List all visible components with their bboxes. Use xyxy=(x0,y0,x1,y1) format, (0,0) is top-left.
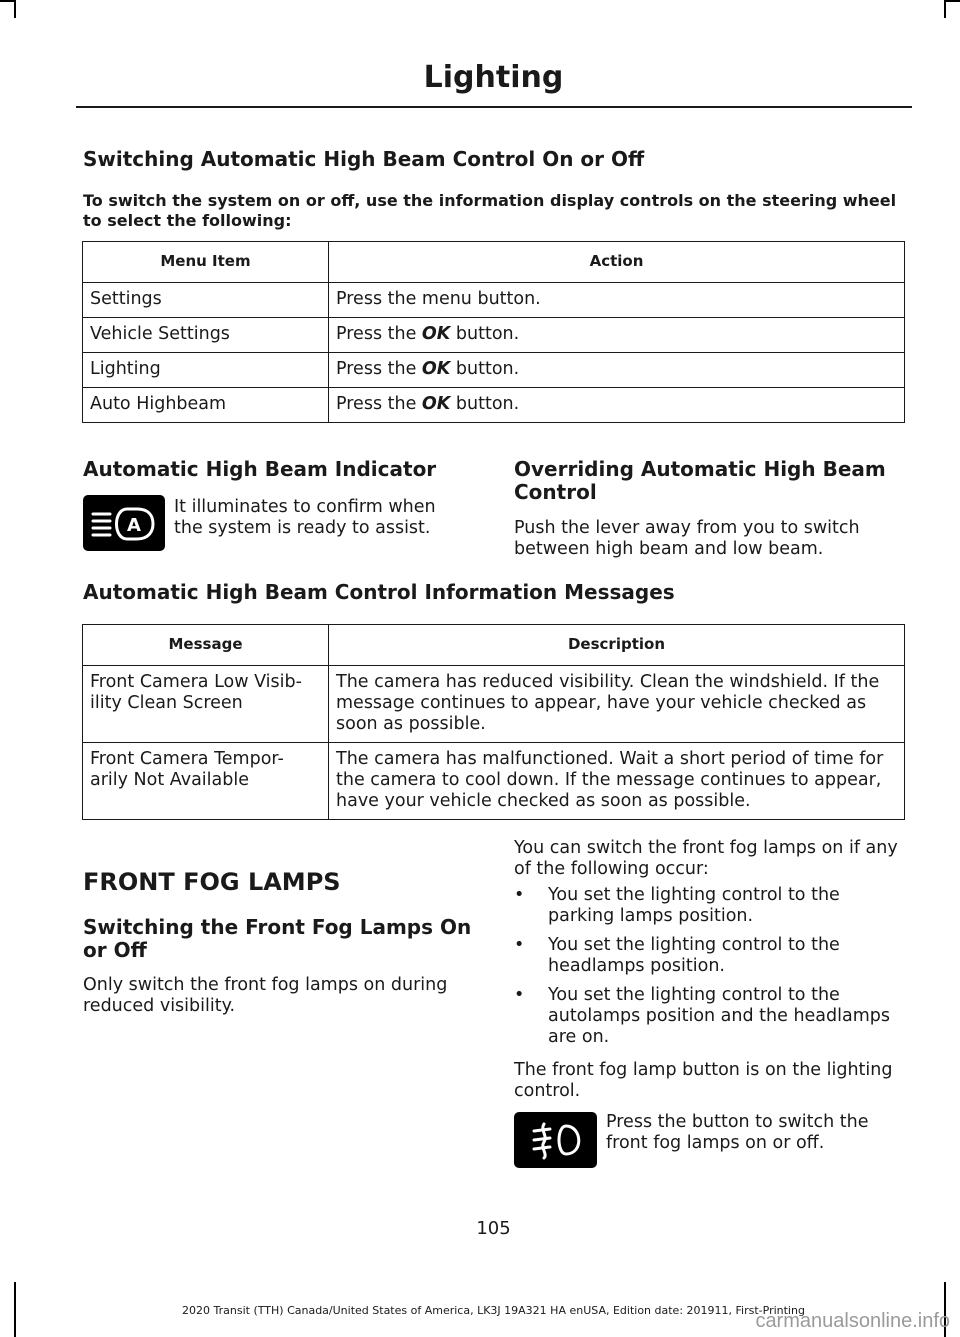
table-cell-message: Front Camera Low Visib-ility Clean Screen xyxy=(83,666,329,743)
front-fog-lamp-icon xyxy=(514,1112,597,1168)
section-heading-auto-high-beam-switch: Switching Automatic High Beam Control On or Off xyxy=(83,147,645,171)
table-cell-item: Vehicle Settings xyxy=(83,318,329,353)
fog-text: Only switch the front fog lamps on during reduced visibility. xyxy=(83,975,448,1016)
list-item xyxy=(514,885,909,927)
table-cell-item: Auto Highbeam xyxy=(83,388,329,423)
action-text: Press the xyxy=(336,394,422,414)
fog-subheading: Switching the Front Fog Lamps On or Off xyxy=(83,915,472,962)
table-row xyxy=(83,666,905,743)
footer-text: 2020 Transit (TTH) Canada/United States of America, LK3J 19A321 HA enUSA, Edition date: 201911, First-Printing xyxy=(182,1304,805,1317)
table-cell-item: Settings xyxy=(83,283,329,318)
override-heading: Overriding Automatic High Beam Control xyxy=(514,457,886,504)
table-cell-action xyxy=(329,388,905,423)
svg-text:A: A xyxy=(127,515,141,536)
table-header-cell: Menu Item xyxy=(83,242,329,283)
list-item xyxy=(514,985,909,1048)
fog-button-text: Press the button to switch the front fog lamps on or off. xyxy=(606,1112,869,1153)
crop-mark xyxy=(14,0,16,18)
watermark: carmanualsonline.info xyxy=(755,1310,950,1332)
indicator-heading: Automatic High Beam Indicator xyxy=(83,457,437,481)
action-text: button. xyxy=(450,324,520,344)
table-row xyxy=(83,353,905,388)
ok-label: OK xyxy=(421,324,451,344)
override-text: Push the lever away from you to switch between high beam and low beam. xyxy=(514,518,860,559)
fog-title: FRONT FOG LAMPS xyxy=(83,868,341,896)
fog-conditions-list xyxy=(514,885,909,1056)
section-intro: To switch the system on or off, use the information display controls on the steering wheel to select the following: xyxy=(83,191,897,230)
header-divider xyxy=(76,106,912,108)
table-row xyxy=(83,388,905,423)
ok-label: OK xyxy=(421,394,451,414)
list-item-text: You set the lighting control to the headlamps position. xyxy=(548,935,840,976)
bullet: • xyxy=(514,885,525,905)
table-row xyxy=(83,743,905,820)
table-header-cell: Description xyxy=(329,625,905,666)
table-cell-item: Lighting xyxy=(83,353,329,388)
table-cell-description: The camera has reduced visibility. Clean the windshield. If the message continues to appear, have your vehicle checked as soon as possible. xyxy=(329,666,905,743)
crop-mark xyxy=(944,0,960,2)
action-text: button. xyxy=(450,359,520,379)
table-row xyxy=(83,318,905,353)
menu-table xyxy=(82,241,905,423)
table-header-cell: Message xyxy=(83,625,329,666)
page-number: 105 xyxy=(476,1218,511,1239)
bullet: • xyxy=(514,935,525,955)
table-cell-message: Front Camera Tempor-arily Not Available xyxy=(83,743,329,820)
crop-mark xyxy=(944,0,946,18)
table-cell-action xyxy=(329,353,905,388)
table-cell-action xyxy=(329,318,905,353)
bullet: • xyxy=(514,985,525,1005)
ok-label: OK xyxy=(421,359,451,379)
auto-high-beam-icon xyxy=(83,495,165,551)
fog-button-location: The front fog lamp button is on the lighting control. xyxy=(514,1060,893,1101)
table-header-row xyxy=(83,625,905,666)
table-header-cell: Action xyxy=(329,242,905,283)
table-header-row xyxy=(83,242,905,283)
list-item-text: You set the lighting control to the autolamps position and the headlamps are on. xyxy=(548,985,891,1047)
indicator-text: It illuminates to confirm when the system is ready to assist. xyxy=(174,497,436,538)
messages-table xyxy=(82,624,905,820)
action-text: button. xyxy=(450,394,520,414)
action-text: Press the xyxy=(336,324,422,344)
page-title: Lighting xyxy=(423,60,564,95)
fog-conditions-intro: You can switch the front fog lamps on if any of the following occur: xyxy=(514,838,898,879)
table-cell-action: Press the menu button. xyxy=(329,283,905,318)
action-text: Press the xyxy=(336,359,422,379)
table-row xyxy=(83,283,905,318)
list-item xyxy=(514,935,909,977)
table-cell-description: The camera has malfunctioned. Wait a short period of time for the camera to cool down. If the message continues to appear, have your vehicle checked as soon as possible. xyxy=(329,743,905,820)
list-item-text: You set the lighting control to the parking lamps position. xyxy=(548,885,840,926)
messages-heading: Automatic High Beam Control Information Messages xyxy=(83,580,675,604)
